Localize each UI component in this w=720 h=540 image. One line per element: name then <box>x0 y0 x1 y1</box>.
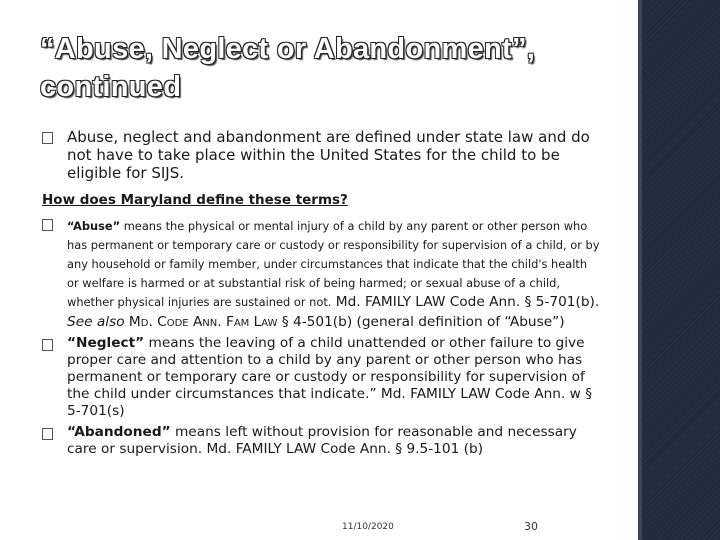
page-number: 30 <box>524 520 538 533</box>
bullet-box-icon <box>42 428 53 440</box>
bullet-box-icon <box>42 219 53 231</box>
term-label: “Abandoned” <box>67 424 171 440</box>
definition-text: means left without provision for reasonable and necessary care or supervision. Md. FAMILY LAW Code Ann. § 9.5-101 (b) <box>67 424 577 457</box>
intro-bullet <box>42 128 602 182</box>
slide-title: “Abuse, Neglect or Abandonment”, continued <box>40 33 536 103</box>
citation-alt: Md. Code Ann. Fam Law <box>124 314 278 330</box>
citation-text: Md. FAMILY LAW Code Ann. § 5-701(b). <box>331 294 600 310</box>
definitions-list <box>42 215 602 462</box>
intro-text: Abuse, neglect and abandonment are defined under state law and do not have to take place within the United States for the child to be eligible for SIJS. <box>67 128 590 182</box>
footer-date: 11/10/2020 <box>342 522 394 532</box>
side-decorative-panel <box>642 0 720 540</box>
bullet-box-icon <box>42 132 53 144</box>
definition-abuse <box>42 215 602 331</box>
term-label: “Abuse” <box>67 219 121 233</box>
section-question: How does Maryland define these terms? <box>42 192 348 208</box>
definition-abandoned <box>42 424 602 458</box>
definition-neglect <box>42 335 602 420</box>
definition-text: means the leaving of a child unattended or other failure to give proper care and attention to a child by any parent or other person who has permanent or temporary care or custody or responsibility for supervision of the child under circumstances that indicate.” Md. FAMILY LAW Code Ann. w § 5-701(s) <box>67 335 593 419</box>
see-also-text: See also <box>67 314 125 330</box>
bullet-box-icon <box>42 339 53 351</box>
citation-rest: § 4-501(b) (general definition of “Abuse”) <box>277 314 565 330</box>
definition-text: means the physical or mental injury of a child by any parent or other person who has permanent or temporary care or custody or responsibility for supervision of a child, or by any household or family member, under circumstances that indicate that the child's health or welfare is harmed or at substantial risk of being harmed; or sexual abuse of a child, whether physical injuries are sustained or not. <box>67 219 600 309</box>
term-label: “Neglect” <box>67 335 145 351</box>
